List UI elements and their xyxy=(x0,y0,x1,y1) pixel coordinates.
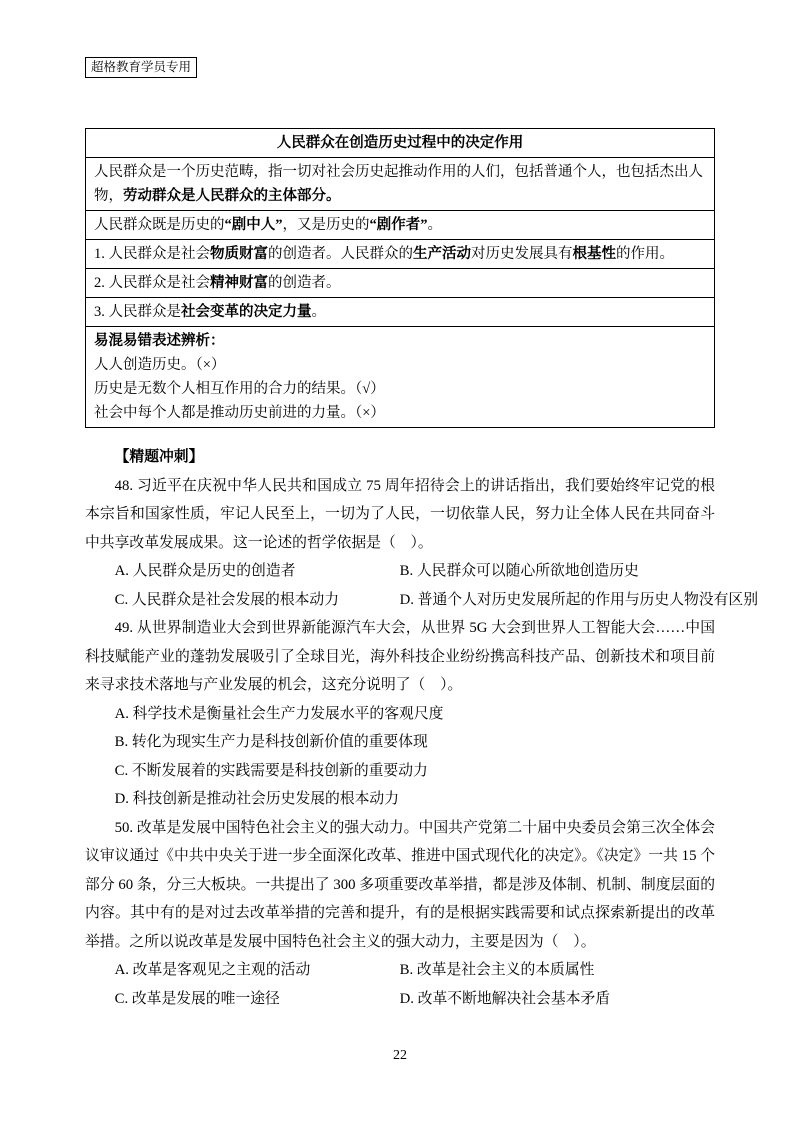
question-options xyxy=(114,557,759,614)
table-cell: 人民群众是一个历史范畴，指一切对社会历史起推动作用的人们，包括普通个人，也包括杰出人物，劳动群众是人民群众的主体部分。 xyxy=(86,158,715,211)
question-48 xyxy=(85,472,759,615)
question-options xyxy=(115,956,715,1013)
question-stem: 49. 从世界制造业大会到世界新能源汽车大会，从世界 5G 大会到世界人工智能大会……中国科技赋能产业的蓬勃发展吸引了全球目光，海外科技企业纷纷携高科技产品、创新技术和项目前来寻求技术落地与产业发展的机会，这充分说明了（ ）。 xyxy=(85,620,715,693)
question-stem: 48. 习近平在庆祝中华人民共和国成立 75 周年招待会上的讲话指出，我们要始终牢记党的根本宗旨和国家性质，牢记人民至上，一切为了人民，一切依靠人民，努力让全体人民在共同奋斗中共享改革发展成果。这一论述的哲学依据是（ ）。 xyxy=(85,477,715,551)
table-row xyxy=(86,269,715,298)
table-cell: 2. 人民群众是社会精神财富的创造者。 xyxy=(86,269,715,298)
table-cell: 1. 人民群众是社会物质财富的创造者。人民群众的生产活动对历史发展具有根基性的作用。 xyxy=(86,240,715,269)
note-line: 人人创造历史。（×） xyxy=(94,357,226,373)
table-title-row xyxy=(86,129,715,158)
table-title: 人民群众在创造历史过程中的决定作用 xyxy=(86,129,715,158)
page-number: 22 xyxy=(393,1048,407,1063)
option-a: A. 改革是客观见之主观的活动 xyxy=(114,962,311,978)
table-note-row xyxy=(86,327,715,428)
table-note-cell xyxy=(86,327,715,428)
question-50 xyxy=(85,814,715,1014)
table-cell: 3. 人民群众是社会变革的决定力量。 xyxy=(86,298,715,327)
table-row xyxy=(86,298,715,327)
note-line: 社会中每个人都是推动历史前进的力量。（×） xyxy=(94,405,385,421)
option-d: D. 普通个人对历史发展所起的作用与历史人物没有区别 xyxy=(399,591,759,608)
option-b: B. 转化为现实生产力是科技创新价值的重要体现 xyxy=(114,734,428,750)
option-b: B. 改革是社会主义的本质属性 xyxy=(399,962,595,978)
table-row xyxy=(86,158,715,211)
option-d: D. 改革不断地解决社会基本矛盾 xyxy=(399,990,611,1007)
question-49 xyxy=(85,614,715,814)
table-row xyxy=(86,211,715,240)
table-cell: 人民群众既是历史的“剧中人”，又是历史的“剧作者”。 xyxy=(86,211,715,240)
option-a: A. 人民群众是历史的创造者 xyxy=(114,563,296,579)
note-line: 易混易错表述辨析： xyxy=(94,333,225,349)
option-d: D. 科技创新是推动社会历史发展的根本动力 xyxy=(114,791,400,807)
option-c: C. 人民群众是社会发展的根本动力 xyxy=(114,591,340,608)
question-stem: 50. 改革是发展中国特色社会主义的强大动力。中国共产党第二十届中央委员会第三次全体会议审议通过《中共中央关于进一步全面深化改革、推进中国式现代化的决定》。《决定》一共 15 个部分 60 条，分三大板块。一共提出了 300 多项重要改革举措，都是涉及体制、机制、制度层面的内容。其中有的是对过去改革举措的完善和提升，有的是根据实践需要和试点探索新提出的改革举措。之所以说改革是发展中国特色社会主义的强大动力，主要是因为（ ）。 xyxy=(85,819,715,950)
section-heading: 【精题冲刺】 xyxy=(114,449,204,465)
knowledge-table xyxy=(85,128,715,428)
question-options xyxy=(115,700,715,814)
brand-tag: 超格教育学员专用 xyxy=(85,57,197,78)
option-c: C. 改革是发展的唯一途径 xyxy=(114,990,280,1007)
table-row xyxy=(86,240,715,269)
note-line: 历史是无数个人相互作用的合力的结果。（√） xyxy=(94,381,385,397)
option-b: B. 人民群众可以随心所欲地创造历史 xyxy=(399,563,639,579)
option-a: A. 科学技术是衡量社会生产力发展水平的客观尺度 xyxy=(114,705,444,722)
option-c: C. 不断发展着的实践需要是科技创新的重要动力 xyxy=(114,762,428,779)
